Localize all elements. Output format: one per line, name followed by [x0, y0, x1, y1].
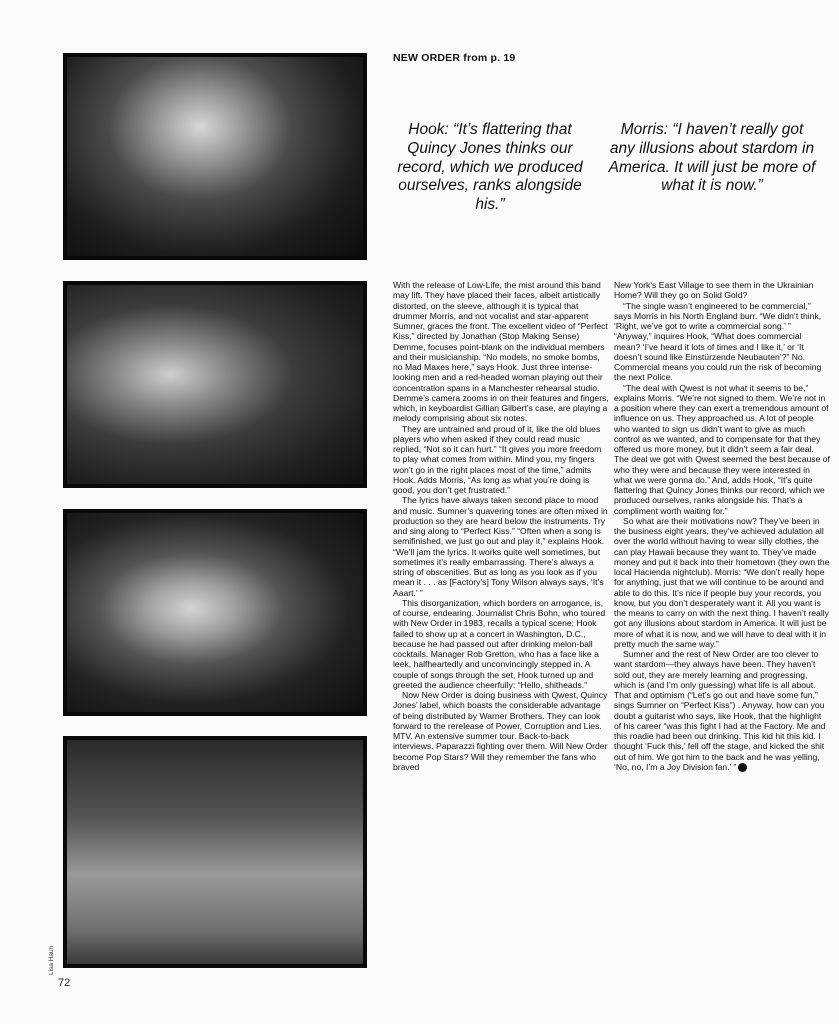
article-column-2	[614, 280, 830, 772]
photo-gillian-gilbert	[63, 509, 367, 716]
photo-member-hand-on-chin	[63, 281, 367, 488]
paragraph: “The single wasn’t engineered to be commercial,” says Morris in his North England burr. “We didn’t think, ‘Right, we’ve got to write a commercial song.’ ” “Anyway,” inquires Hook, “What does commercial mean? ‘I’ve heard it lots of times and I like it,’ or ‘It doesn’t sound like Einstürzende Neubauten’?” No. Commercial means you could run the risk of becoming the next Police.	[614, 300, 822, 383]
paragraph: The lyrics have always taken second place to mood and music. Sumner’s quavering tones are often mixed in production so they are heard below the instruments. Try and sing along to “Perfect Kiss.” “Often when a song is semifinished, we just go out and play it,” explains Hook. “We’ll jam the lyrics. It works quite well sometimes, but sometimes it’s really embarrassing. There’s always a string of obscenities. But as long as you look as if you mean it . . . as [Factory’s] Tony Wilson always says, ‘It’s Aaart.’ ”	[393, 495, 608, 598]
paragraph: New York’s East Village to see them in the Ukrainian Home? Will they go on Solid Gold?	[614, 280, 814, 301]
pullquote-morris: Morris: “I haven’t really got any illusions about stardom in America. It will just be more of what it is now.”	[608, 121, 816, 195]
paragraph	[614, 649, 830, 772]
page-number: 72	[58, 977, 71, 989]
pullquote-hook: Hook: “It’s flattering that Quincy Jones thinks our record, which we produced ourselves, ranks alongside his.”	[397, 121, 583, 214]
photo-member-seated	[63, 736, 367, 968]
paragraph: “The deal with Qwest is not what it seems to be,” explains Morris. “We’re not signed to them. We’re not in a position where they can exert a tremendous amount of influence on us. They approached us. A lot of people who wanted to sign us didn’t want to give as much control as we wanted, and to compensate for that they offered us more money, but it didn’t seem a fair deal. The deal we got with Qwest seemed the best because of who they were and because they were interested in what we were gonna do.” And, adds Hook, “It’s quite flattering that Quincy Jones thinks our record, which we produced ourselves, ranks alongside his. That’s a compliment worth waiting for.”	[614, 382, 830, 516]
paragraph-text: Sumner and the rest of New Order are too clever to want stardom—they always have been. They haven’t sold out, they are merely learning and progressing, which is (and I’m only guessing) what life is all about. That and optimism (“Let’s go out and have some fun,” sings Sumner on “Perfect Kiss”) . Anyway, how can you doubt a guitarist who says, like Hook, that the highlight of his career “was this fight I had at the Factory. Me and this roadie had been out drinking. This kid hit this kid. I thought ‘Fuck this,’ fell off the stage, and kicked the shit out of him. We got him to the back and he was yelling, ‘No, no, I’m a Joy Division fan.’ ”	[614, 649, 826, 772]
photo-credit: Lisa Haun	[48, 945, 55, 975]
continued-header: NEW ORDER from p. 19	[393, 52, 516, 64]
paragraph: With the release of Low-Life, the mist around this band may lift. They have placed their faces, albeit artistically distorted, on the sleeve, although it is typical that drummer Morris, and not vocalist and star-apparent Sumner, graces the front. The excellent video of “Perfect Kiss,” directed by Jonathan (Stop Making Sense) Demme, focuses point-blank on the individual members and their musicianship. “No models, no smoke bombs, no Mad Maxes here,” says Hook. Just three intense-looking men and a red-headed woman playing out their concentration spans in a Manchester rehearsal studio. Demme’s camera zooms in on their features and fingers, which, in keyboardist Gillian Gilbert’s case, are playing a melody comprising about six notes.	[393, 280, 609, 424]
end-mark-icon	[738, 763, 747, 772]
paragraph: They are untrained and proud of it, like the old blues players who when asked if they could read music replied, “Not so it can hurt.” “It gives you more freedom to play what comes from within. Mind you, my fingers won’t go in the right places most of the time,” admits Hook. Adds Morris, “As long as what you’re doing is good, you don’t get frustrated.”	[393, 423, 602, 495]
paragraph: So what are their motivations now? They’ve been in the business eight years, they’ve achieved adulation all over the world without having to wear silly clothes, the can play Hawaii because they want to. They’ve made money and put it back into their hometown (they own the local Hacienda nightclub). Morris: “We don’t really hope for anything, just that we will continue to be around and able to do this. It’s nice if people buy your records, you know, but you don’t desperately want it. All you want is the means to carry on with the next thing. I haven’t really got any illusions about stardom in America. It will just be more of what it is now, and we will have to deal with it in pretty much the same way.”	[614, 515, 830, 649]
article-column-1	[393, 280, 609, 772]
paragraph: Now New Order is doing business with Qwest, Quincy Jones’ label, which boasts the considerable advantage of being distributed by Warner Brothers. They can look forward to the rerelease of Power, Corruption and Lies. MTV. An extensive summer tour. Back-to-back interviews. Paparazzi fighting over them. Will New Order become Pop Stars? Will they remember the fans who braved	[393, 690, 608, 772]
photo-hook	[63, 53, 367, 260]
paragraph: This disorganization, which borders on arrogance, is, of course, endearing. Journalist Chris Bohn, who toured with New Order in 1983, recalls a typical scene: Hook failed to show up at a concert in Washington, D.C., because he had passed out after drinking melon-ball cocktails. Manager Rob Gretton, who has a face like a leek, halfheartedly and unconvincingly stepped in. A couple of songs through the set, Hook turned up and greeted the audience cheerfully: “Hello, shitheads.”	[393, 597, 606, 690]
